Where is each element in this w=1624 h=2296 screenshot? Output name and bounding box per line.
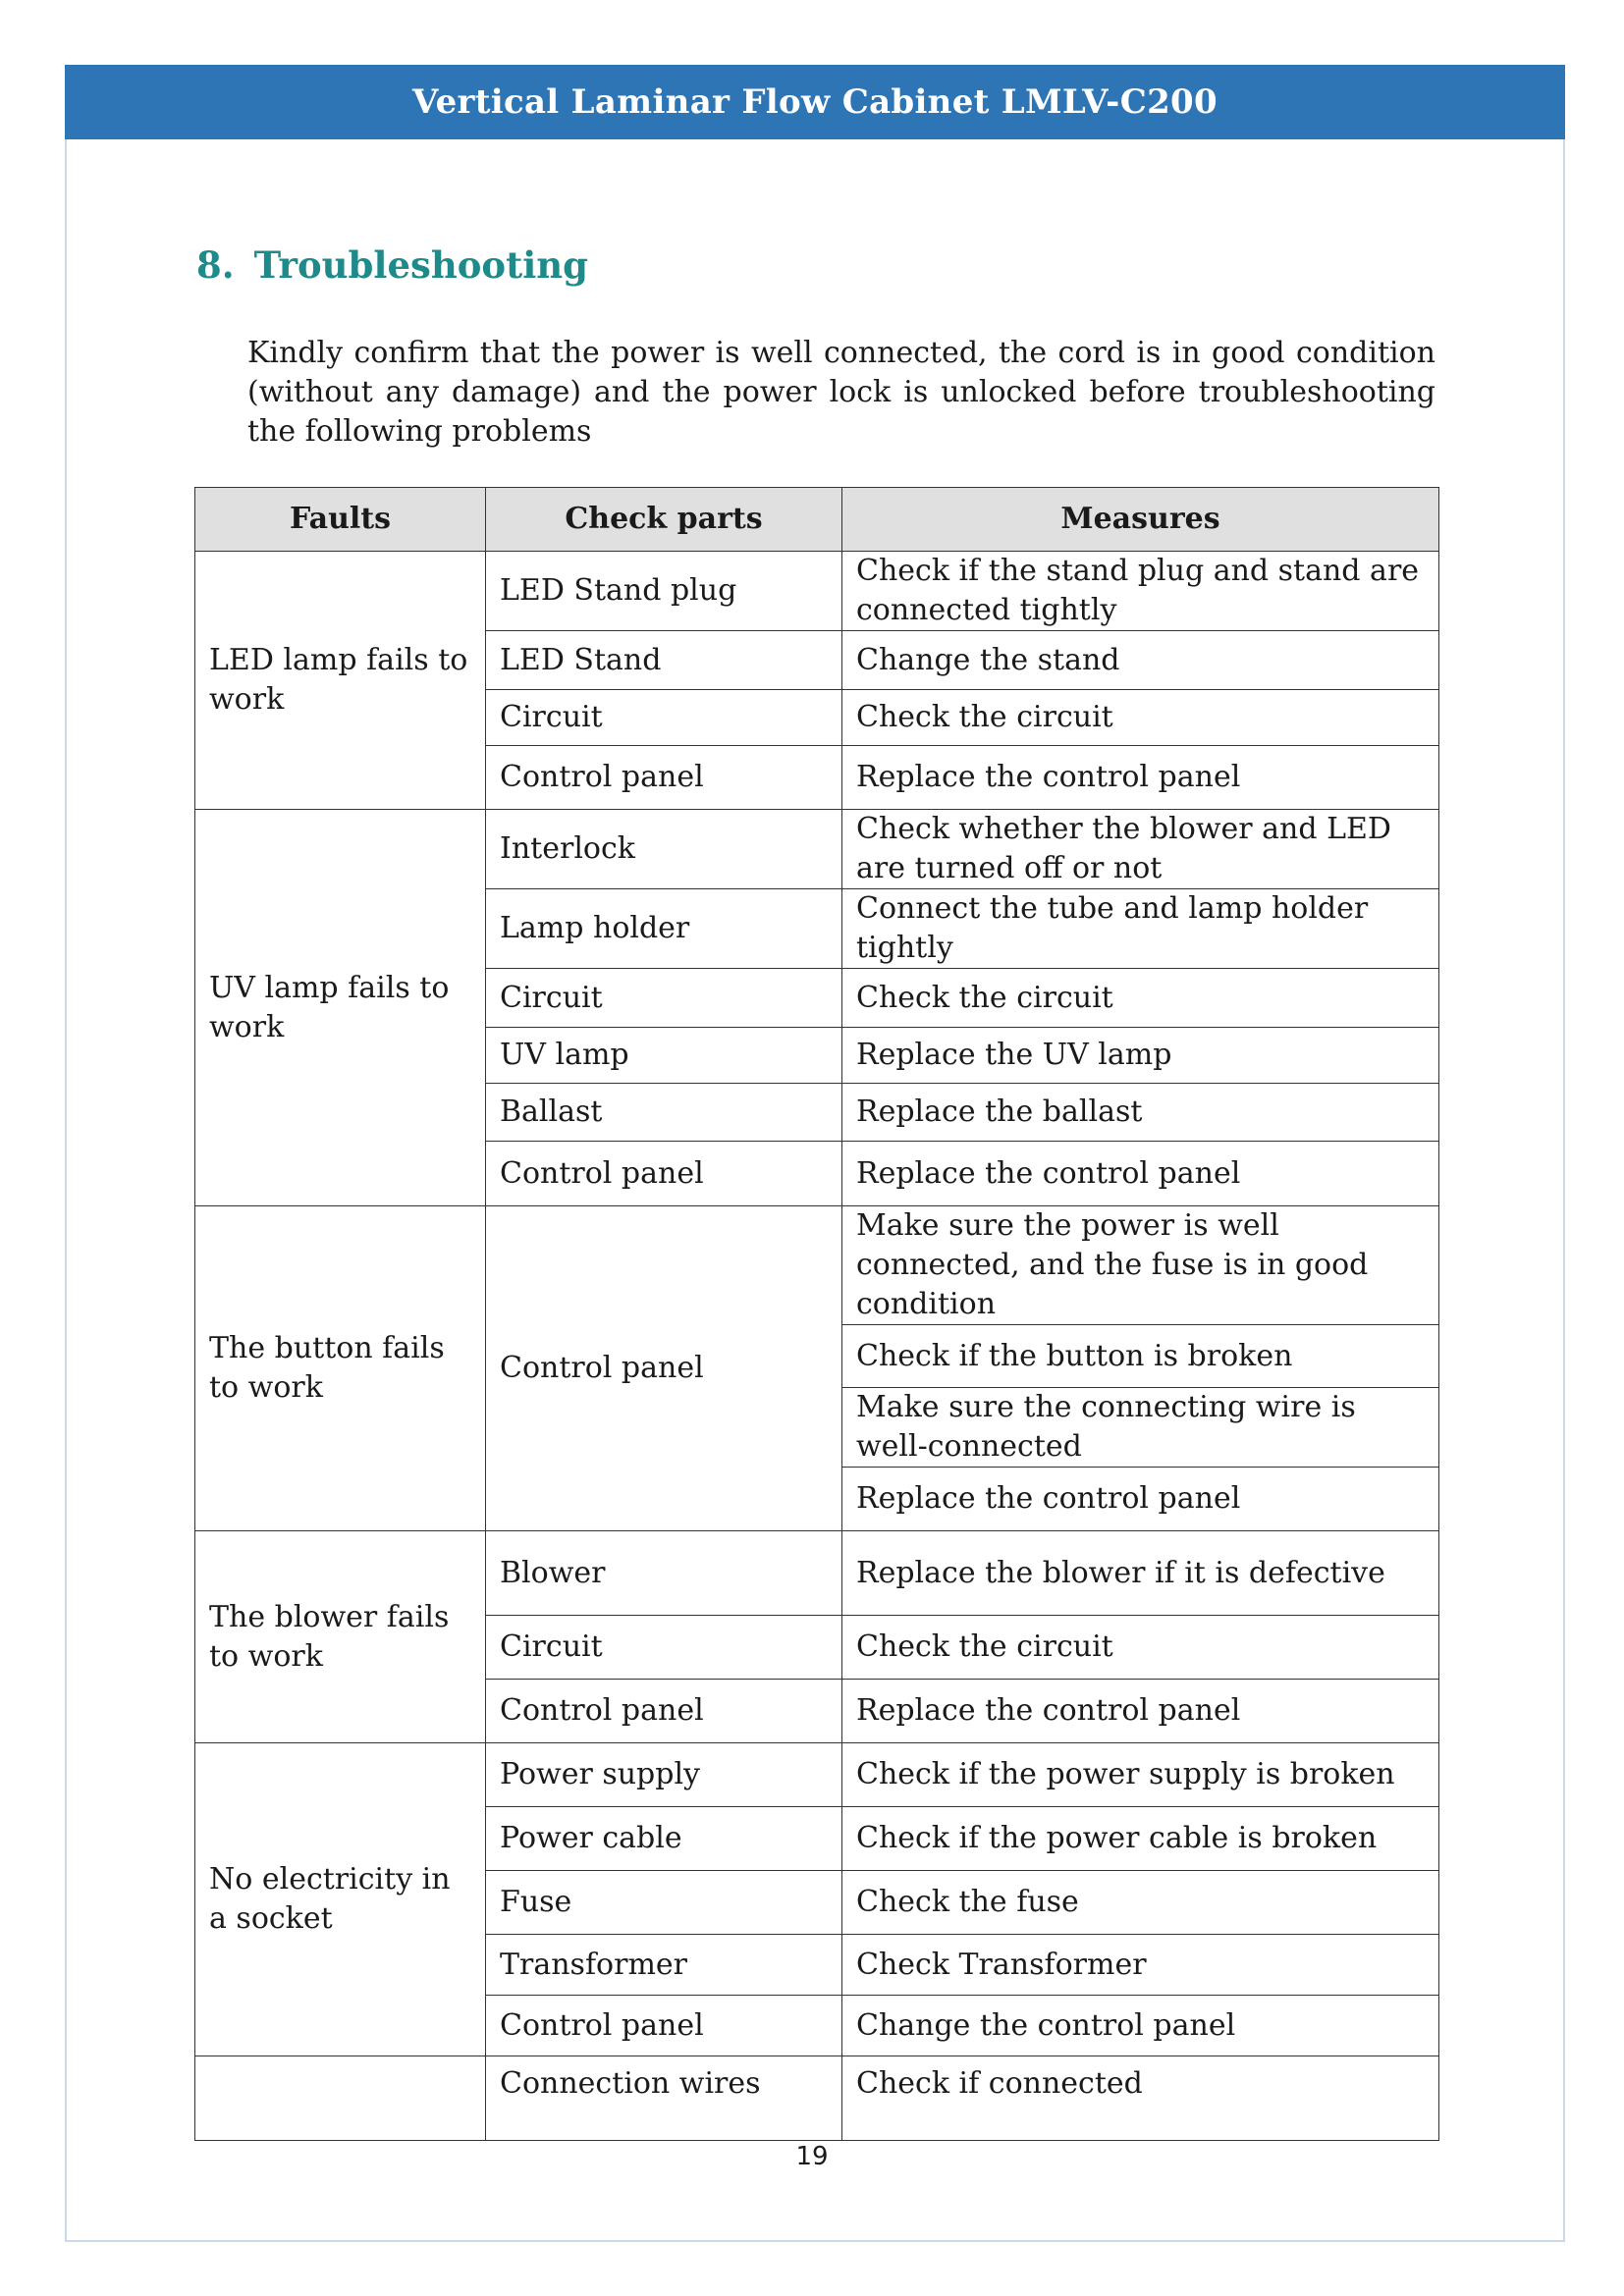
section-number: 8. <box>196 243 235 287</box>
measure-cell: Replace the blower if it is defective <box>842 1531 1439 1616</box>
table-row <box>195 2056 1439 2141</box>
column-header-check-parts: Check parts <box>486 488 842 552</box>
fault-cell: LED lamp fails to work <box>195 552 486 810</box>
document-title: Vertical Laminar Flow Cabinet LMLV-C200 <box>412 82 1218 122</box>
measure-cell: Check Transformer <box>842 1935 1439 1996</box>
check-part-cell: Blower <box>486 1531 842 1616</box>
table-header-row <box>195 488 1439 552</box>
check-part-cell: Power supply <box>486 1743 842 1807</box>
fault-cell <box>195 2056 486 2141</box>
table-row <box>195 1743 1439 1807</box>
troubleshooting-table <box>194 487 1439 2141</box>
measure-cell: Check the circuit <box>842 1616 1439 1680</box>
check-part-cell: UV lamp <box>486 1028 842 1084</box>
measure-cell: Replace the control panel <box>842 746 1439 810</box>
check-part-cell: Ballast <box>486 1084 842 1142</box>
check-part-cell: Power cable <box>486 1807 842 1871</box>
fault-cell: UV lamp fails to work <box>195 810 486 1206</box>
check-part-cell: Control panel <box>486 1680 842 1743</box>
measure-cell: Change the control panel <box>842 1996 1439 2056</box>
table-row <box>195 1206 1439 1325</box>
measure-cell: Check the circuit <box>842 690 1439 746</box>
measure-cell: Check the fuse <box>842 1871 1439 1935</box>
check-part-cell: Circuit <box>486 690 842 746</box>
check-part-cell: Fuse <box>486 1871 842 1935</box>
measure-cell: Check whether the blower and LED are turned off or not <box>842 810 1439 889</box>
table-row <box>195 552 1439 631</box>
column-header-faults: Faults <box>195 488 486 552</box>
check-part-cell: Interlock <box>486 810 842 889</box>
measure-cell: Connect the tube and lamp holder tightly <box>842 889 1439 969</box>
fault-cell: The button fails to work <box>195 1206 486 1531</box>
measure-cell: Check if the power supply is broken <box>842 1743 1439 1807</box>
check-part-cell: Transformer <box>486 1935 842 1996</box>
measure-cell: Make sure the power is well connected, and the fuse is in good condition <box>842 1206 1439 1325</box>
measure-cell: Replace the control panel <box>842 1680 1439 1743</box>
measure-cell: Check if the stand plug and stand are connected tightly <box>842 552 1439 631</box>
intro-paragraph: Kindly confirm that the power is well connected, the cord is in good condition (without any damage) and the power lock is unlocked before troubleshooting the following problems <box>247 336 1435 449</box>
measure-cell: Replace the UV lamp <box>842 1028 1439 1084</box>
measure-cell: Check if connected <box>842 2056 1439 2141</box>
fault-cell: The blower fails to work <box>195 1531 486 1743</box>
measure-cell: Check the circuit <box>842 969 1439 1028</box>
check-part-cell: Lamp holder <box>486 889 842 969</box>
check-part-cell: Control panel <box>486 1142 842 1206</box>
check-part-cell: Control panel <box>486 1206 842 1531</box>
check-part-cell: LED Stand plug <box>486 552 842 631</box>
check-part-cell: Control panel <box>486 746 842 810</box>
measure-cell: Check if the power cable is broken <box>842 1807 1439 1871</box>
check-part-cell: LED Stand <box>486 631 842 690</box>
measure-cell: Check if the button is broken <box>842 1325 1439 1388</box>
section-heading <box>196 243 588 287</box>
measure-cell: Replace the ballast <box>842 1084 1439 1142</box>
measure-cell: Make sure the connecting wire is well-connected <box>842 1388 1439 1468</box>
table-row <box>195 1531 1439 1616</box>
check-part-cell: Circuit <box>486 1616 842 1680</box>
measure-cell: Replace the control panel <box>842 1468 1439 1531</box>
section-title: Troubleshooting <box>253 243 589 287</box>
fault-cell: No electricity in a socket <box>195 1743 486 2056</box>
measure-cell: Change the stand <box>842 631 1439 690</box>
check-part-cell: Control panel <box>486 1996 842 2056</box>
page-number: 19 <box>795 2142 829 2171</box>
document-header <box>65 65 1565 139</box>
column-header-measures: Measures <box>842 488 1439 552</box>
table-row <box>195 810 1439 889</box>
measure-cell: Replace the control panel <box>842 1142 1439 1206</box>
check-part-cell: Connection wires <box>486 2056 842 2141</box>
check-part-cell: Circuit <box>486 969 842 1028</box>
